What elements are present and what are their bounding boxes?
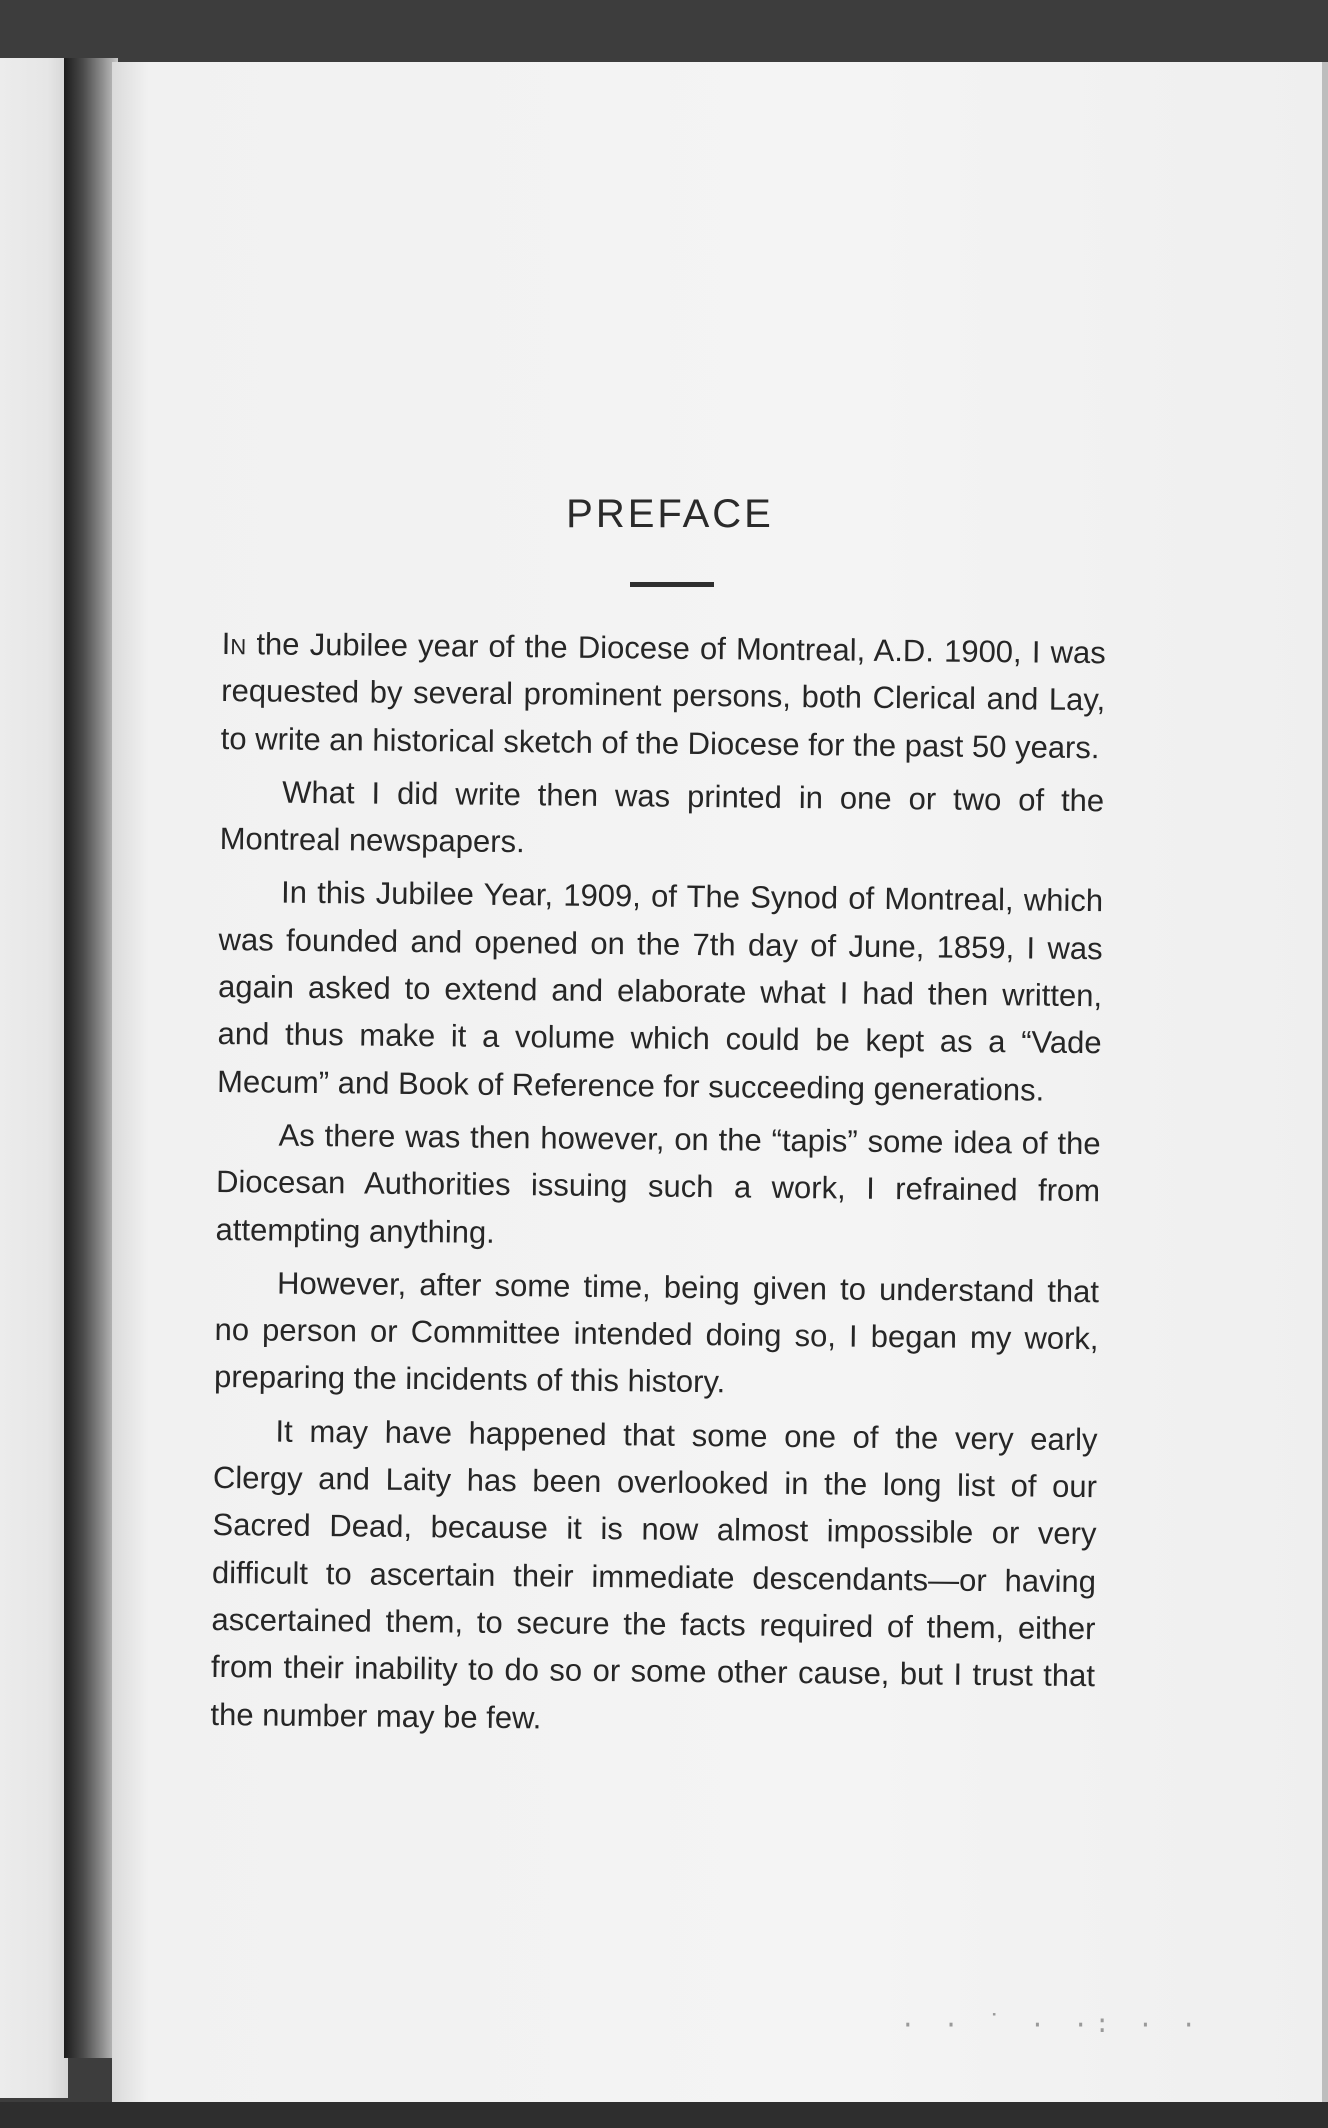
scan-speckles: · · ˙ · ·: · ·	[900, 2010, 1203, 2040]
paragraph-1-text: the Jubilee year of the Diocese of Montreal, A.D. 1900, I was requested by several prominent persons, both Clerical and Lay, to write an historical sketch of the Diocese for the past 50 years.	[220, 626, 1106, 765]
facing-page-edge	[0, 58, 68, 2098]
preface-body	[210, 620, 1106, 1753]
title-rule	[630, 582, 714, 587]
paragraph-5: However, after some time, being given to understand that no person or Committee intended doing so, I began my work, preparing the incidents of this history.	[213, 1265, 1100, 1400]
paragraph-6: It may have happened that some one of the very early Clergy and Laity has been overlooked in the long list of our Sacred Dead, because it is now almost impossible or very difficult to ascertain their immediate descendants—or having ascertained them, to secure the facts required of them, either from their inability to do so or some other cause, but I trust that the number may be few.	[210, 1413, 1098, 1735]
paragraph-4: As there was then however, on the “tapis” some idea of the Diocesan Authorities issuing such a work, I refrained from attempting anything.	[215, 1117, 1101, 1250]
page-edge-right	[1322, 62, 1328, 2102]
page-title: PREFACE	[566, 492, 774, 536]
paragraph-1	[221, 620, 1106, 771]
book-gutter-shadow	[64, 58, 118, 2058]
paragraph-2: What I did write then was printed in one or two of the Montreal newspapers.	[219, 774, 1105, 860]
scan-background-bottom	[0, 2102, 1328, 2128]
drop-lead-word: In	[221, 625, 247, 662]
paragraph-3: In this Jubilee Year, 1909, of The Synod of Montreal, which was founded and opened on the 7th day of June, 1859, I was again asked to extend and elaborate what I had then written, and thus make it a volume which could be kept as a “Vade Mecum” and Book of Reference for succeeding generations.	[216, 875, 1104, 1108]
